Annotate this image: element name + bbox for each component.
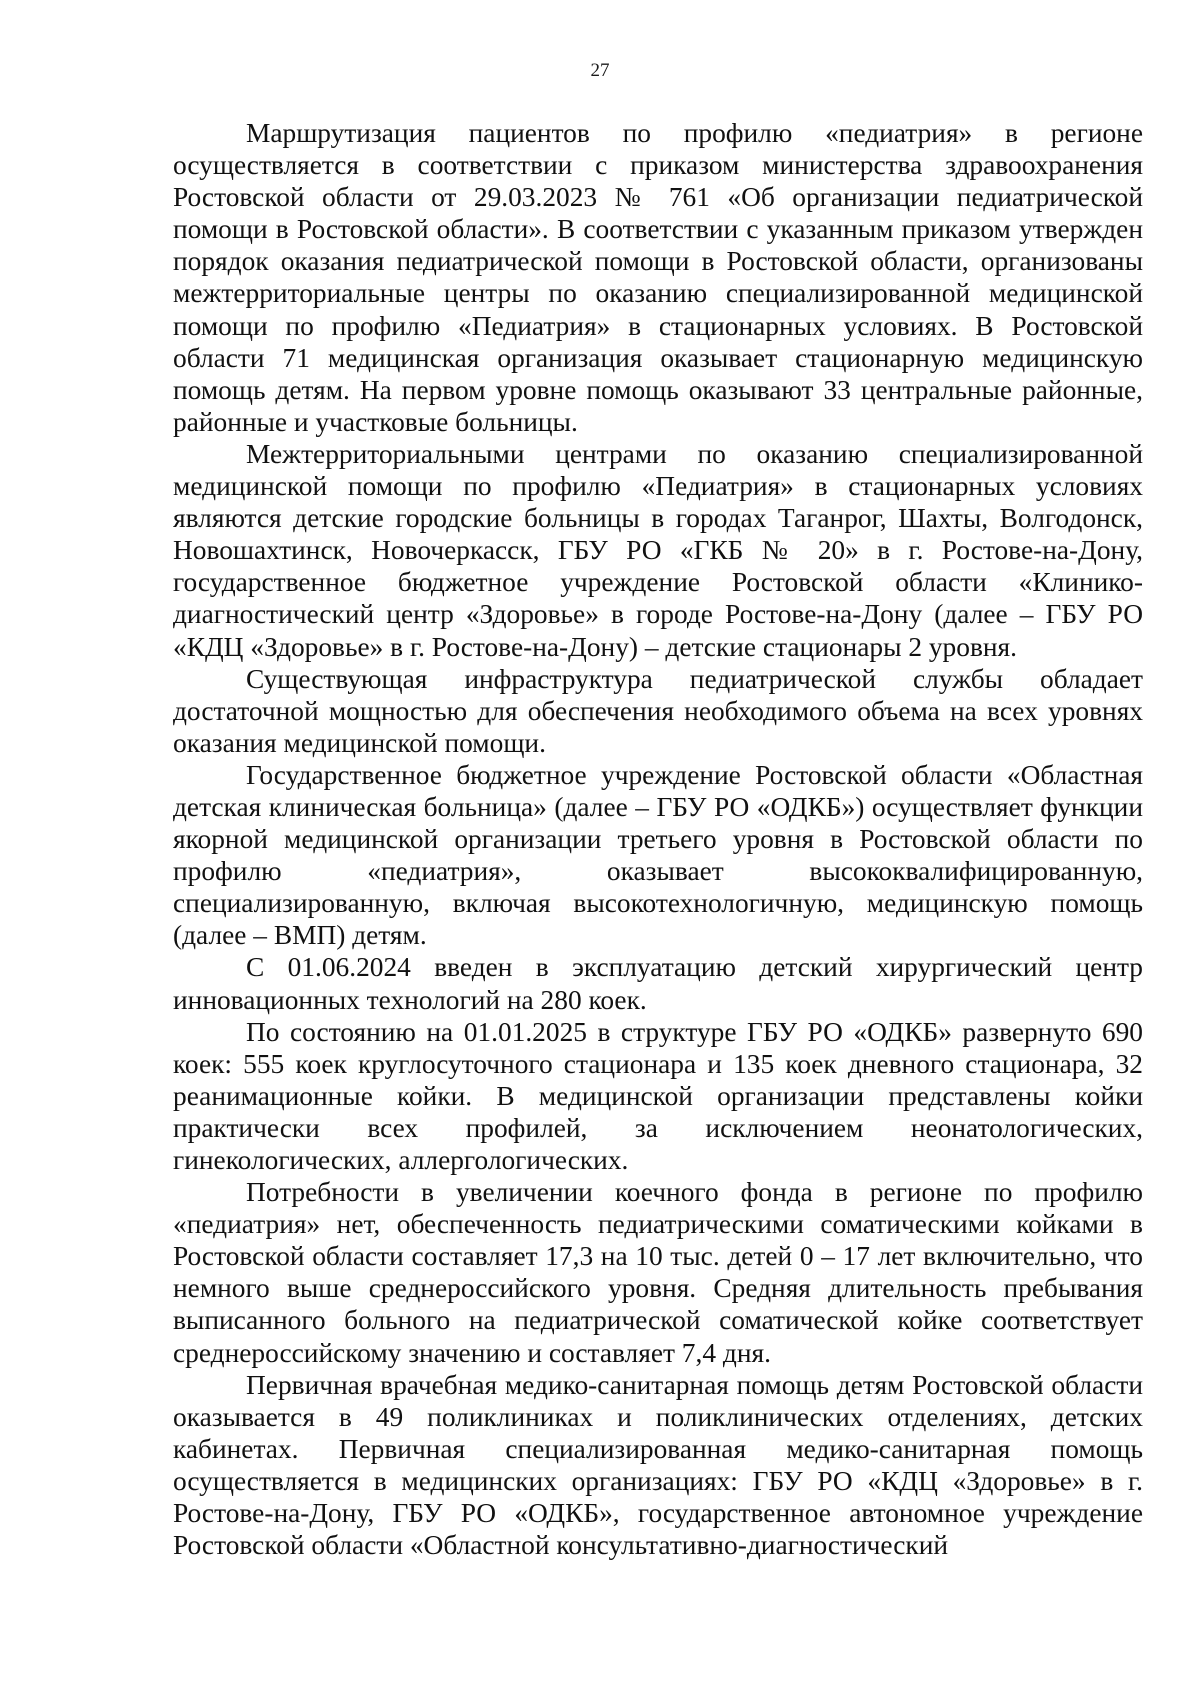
paragraph-routing: Маршрутизация пациентов по профилю «педиатрия» в регионе осуществляется в соответствии с приказом министерства здравоохранения Ростовской области от 29.03.2023 № 761 «Об организации педиатрической помощи в Ростовской области». В соответствии с указанным приказом утвержден порядок оказания педиатрической помощи в Ростовской области, организованы межтерриториальные центры по оказанию специализированной медицинской помощи по профилю «Педиатрия» в стационарных условиях. В Ростовской области 71 медицинская организация оказывает стационарную медицинскую помощь детям. На первом уровне помощь оказывают 33 центральные районные, районные и участковые больницы. (173, 118, 1143, 437)
paragraph-bed-structure: По состоянию на 01.01.2025 в структуре ГБУ РО «ОДКБ» развернуто 690 коек: 555 коек круглосуточного стационара и 135 коек дневного стационара, 32 реанимационные койки. В медицинской организации представлены койки практически всех профилей, за исключением неонатологических, гинекологических, аллергологических. (173, 1016, 1143, 1175)
paragraph-interterritorial-centers: Межтерриториальными центрами по оказанию специализированной медицинской помощи по профилю «Педиатрия» в стационарных условиях являются детские городские больницы в городах Таганрог, Шахты, Волгодонск, Новошахтинск, Новочеркасск, ГБУ РО «ГКБ № 20» в г. Ростове-на-Дону, государственное бюджетное учреждение Ростовской области «Клинико-диагностический центр «Здоровье» в городе Ростове-на-Дону (далее – ГБУ РО «КДЦ «Здоровье» в г. Ростове-на-Дону) – детские стационары 2 уровня. (173, 438, 1143, 662)
page-number: 27 (590, 60, 610, 81)
paragraph-infrastructure: Существующая инфраструктура педиатрической службы обладает достаточной мощностью для обеспечения необходимого объема на всех уровнях оказания медицинской помощи. (173, 663, 1143, 758)
document-body (173, 117, 1143, 1561)
paragraph-odkb: Государственное бюджетное учреждение Ростовской области «Областная детская клиническая больница» (далее – ГБУ РО «ОДКБ») осуществляет функции якорной медицинской организации третьего уровня в Ростовской области по профилю «педиатрия», оказывает высококвалифицированную, специализированную, включая высокотехнологичную, медицинскую помощь (далее – ВМП) детям. (173, 759, 1143, 951)
paragraph-bed-needs: Потребности в увеличении коечного фонда в регионе по профилю «педиатрия» нет, обеспеченность педиатрическими соматическими койками в Ростовской области составляет 17,3 на 10 тыс. детей 0 – 17 лет включительно, что немного выше среднероссийского уровня. Средняя длительность пребывания выписанного больного на педиатрической соматической койке соответствует среднероссийскому значению и составляет 7,4 дня. (173, 1177, 1143, 1368)
paragraph-surgical-center: С 01.06.2024 введен в эксплуатацию детский хирургический центр инновационных технологий на 280 коек. (173, 952, 1143, 1015)
paragraph-primary-care: Первичная врачебная медико-санитарная помощь детям Ростовской области оказывается в 49 поликлиниках и поликлинических отделениях, детских кабинетах. Первичная специализированная медико-санитарная помощь осуществляется в медицинских организациях: ГБУ РО «КДЦ «Здоровье» в г. Ростове-на-Дону, ГБУ РО «ОДКБ», государственное автономное учреждение Ростовской области «Областной консультативно-диагностический (173, 1369, 1143, 1561)
